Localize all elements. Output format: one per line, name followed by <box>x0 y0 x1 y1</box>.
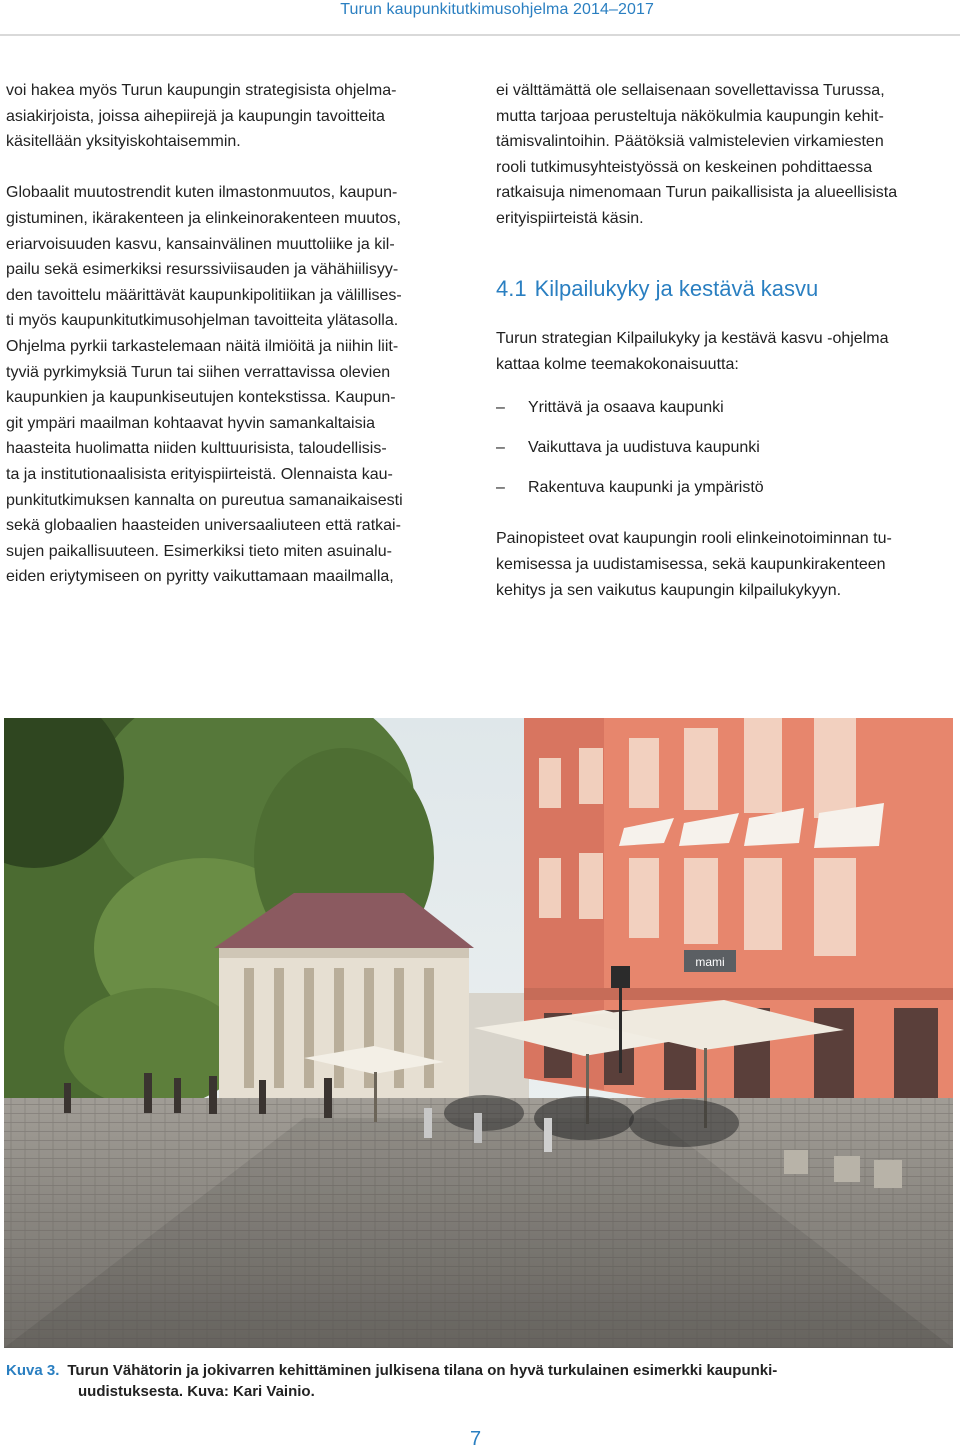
list-item-label: Yrittävä ja osaava kaupunki <box>528 399 724 416</box>
text-line: ratkaisuja nimenomaan Turun paikallisista ja alueellisista <box>496 184 898 202</box>
section-number: 4.1 <box>496 276 527 301</box>
text-line: Painopisteet ovat kaupungin rooli elinkeinotoiminnan tu- <box>496 530 892 547</box>
left-paragraph-1 <box>6 78 458 155</box>
caption-text: Turun Vähätorin ja jokivarren kehittäminen julkisena tilana on hyvä turkulainen esimerkki kaupunki- <box>67 1362 778 1379</box>
text-line: käsitellään yksityiskohtaisemmin. <box>6 133 241 151</box>
text-line: ti myös kaupunkitutkimusohjelman tavoitteita ylätasolla. <box>6 312 399 330</box>
text-line: git ympäri maailman kohtaavat hyvin samankaltaisia <box>6 414 376 432</box>
caption-line <box>6 1360 906 1381</box>
page-number: 7 <box>470 1428 482 1450</box>
text-line: gistuminen, ikärakenteen ja elinkeinorakenteen muutos, <box>6 209 401 227</box>
left-column <box>6 78 458 590</box>
text-line: punkitutkimuksen kannalta on pureutua samanaikaisesti <box>6 491 403 509</box>
dash-marker: – <box>496 439 505 456</box>
caption-line <box>6 1381 906 1402</box>
text-line: ta ja institutionaalisista erityispiirteistä. Olennaista kau- <box>6 465 393 483</box>
caption-text: uudistuksesta. Kuva: Kari Vainio. <box>78 1383 315 1400</box>
text-line: kehitys ja sen vaikutus kaupungin kilpailukykyyn. <box>496 582 842 599</box>
text-line: kaupunkien ja kaupunkiseutujen kontekstissa. Kaupun- <box>6 389 396 407</box>
text-line: kattaa kolme teemakokonaisuutta: <box>496 356 739 373</box>
section-title: Kilpailukyky ja kestävä kasvu <box>534 276 819 301</box>
caption-label: Kuva 3. <box>6 1362 60 1379</box>
list-item <box>496 438 950 478</box>
text-line: sekä globaalien haasteiden universaaliuteen että ratkai- <box>6 517 401 535</box>
section-intro <box>496 326 950 378</box>
running-header-title: Turun kaupunkitutkimusohjelma 2014–2017 <box>340 1 654 18</box>
left-paragraph-2 <box>6 180 458 590</box>
text-line: eiden eriytymiseen on pyritty vaikuttamaan maailmalla, <box>6 568 394 586</box>
text-line: tämisvalintoihin. Päätöksiä valmistelevien virkamiesten <box>496 133 884 151</box>
text-line: asiakirjoista, joissa aihepiirejä ja kaupungin tavoitteita <box>6 107 385 125</box>
text-line: Ohjelma pyrkii tarkastelemaan näitä ilmiöitä ja niihin liit- <box>6 337 399 355</box>
text-line: erityispiirteistä käsin. <box>496 209 644 227</box>
street-photo-illustration <box>4 718 953 1348</box>
text-line: rooli tutkimusyhteistyössä on keskeinen pohdittaessa <box>496 158 873 176</box>
text-line: haasteita huolimatta niiden kulttuurisista, taloudellisis- <box>6 440 387 458</box>
section-heading <box>496 276 818 302</box>
list-item-label: Rakentuva kaupunki ja ympäristö <box>528 479 764 496</box>
list-item-label: Vaikuttava ja uudistuva kaupunki <box>528 439 760 456</box>
right-column <box>496 78 950 232</box>
dash-marker: – <box>496 399 505 416</box>
paragraph-gap <box>6 155 458 181</box>
header-divider <box>0 34 960 36</box>
dash-marker: – <box>496 479 505 496</box>
text-line: Globaalit muutostrendit kuten ilmastonmuutos, kaupun- <box>6 184 398 202</box>
street-photo <box>4 718 953 1348</box>
text-line: den tavoittelu määrittävät kaupunkipolitiikan ja välillises- <box>6 286 402 304</box>
text-line: voi hakea myös Turun kaupungin strategisista ohjelma- <box>6 82 397 99</box>
text-line: tyviä pyrkimyksiä Turun tai siihen verrattavissa olevien <box>6 363 391 381</box>
list-item <box>496 478 950 518</box>
figure-caption <box>6 1360 906 1402</box>
text-line: pailu sekä esimerkiksi resurssiviisauden ja vähähiilisyy- <box>6 261 399 279</box>
text-line: kemisessa ja uudistamisessa, sekä kaupunkirakenteen <box>496 556 886 573</box>
list-item <box>496 398 950 438</box>
text-line: sujen paikallisuuteen. Esimerkiksi tieto miten asuinalu- <box>6 542 392 560</box>
running-header <box>0 0 960 36</box>
right-paragraph-1 <box>496 78 950 232</box>
text-line: mutta tarjoaa perusteltuja näkökulmia kaupungin kehit- <box>496 107 884 125</box>
shop-sign-text: mami <box>695 955 725 969</box>
text-line: ei välttämättä ole sellaisenaan sovellettavissa Turussa, <box>496 82 885 99</box>
theme-list <box>496 398 950 518</box>
section-outro <box>496 526 950 604</box>
text-line: Turun strategian Kilpailukyky ja kestävä kasvu -ohjelma <box>496 330 889 347</box>
text-line: eriarvoisuuden kasvu, kansainvälinen muuttoliike ja kil- <box>6 235 395 253</box>
